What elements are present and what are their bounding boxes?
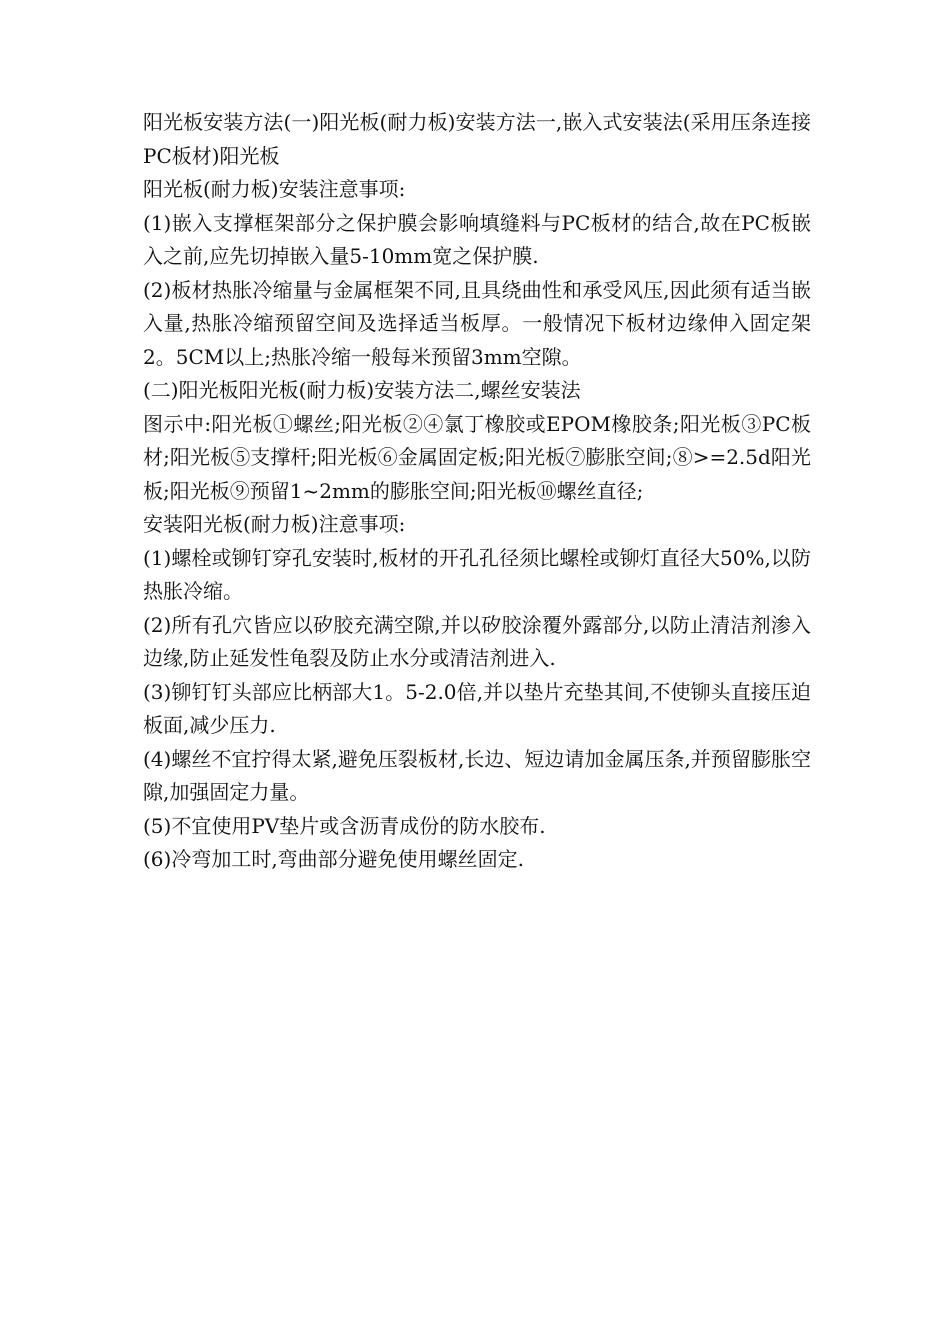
paragraph-screw-note-3: (3)铆钉钉头部应比柄部大1。5-2.0倍,并以垫片充垫其间,不使铆头直接压迫板面,减少压力.	[143, 679, 811, 737]
paragraph-method-2-heading: (二)阳光板阳光板(耐力板)安装方法二,螺丝安装法	[143, 378, 581, 402]
paragraph-note-2: (2)板材热胀冷缩量与金属框架不同,且具绕曲性和承受风压,因此须有适当嵌入量,热胀冷缩预留空间及选择适当板厚。一般情况下板材边缘伸入固定架2。5CM以上;热胀冷缩一般每米预留3mm空隙。	[143, 277, 811, 369]
paragraph-screw-note-1: (1)螺栓或铆钉穿孔安装时,板材的开孔孔径须比螺栓或铆灯直径大50%,以防热胀冷缩。	[143, 545, 811, 603]
paragraph-notice-heading-2: 安装阳光板(耐力板)注意事项:	[143, 512, 406, 536]
paragraph-screw-note-5: (5)不宜使用PV垫片或含沥青成份的防水胶布.	[143, 813, 546, 838]
paragraph-note-1: (1)嵌入支撑框架部分之保护膜会影响填缝料与PC板材的结合,故在PC板嵌入之前,应先切掉嵌入量5-10mm宽之保护膜.	[143, 210, 811, 268]
paragraph-screw-note-6: (6)冷弯加工时,弯曲部分避免使用螺丝固定.	[143, 847, 525, 871]
paragraph-title: 阳光板安装方法(一)阳光板(耐力板)安装方法一,嵌入式安装法(采用压条连接PC板材)阳光板	[143, 110, 811, 168]
paragraph-notice-heading-1: 阳光板(耐力板)安装注意事项:	[143, 177, 406, 201]
paragraph-screw-note-2: (2)所有孔穴皆应以矽胶充满空隙,并以矽胶涂覆外露部分,以防止清洁剂渗入边缘,防止延发性龟裂及防止水分或清洁剂进入.	[143, 612, 811, 670]
document-body	[143, 106, 811, 877]
paragraph-screw-note-4: (4)螺丝不宜拧得太紧,避免压裂板材,长边、短边请加金属压条,并预留膨胀空隙,加强固定力量。	[143, 746, 811, 804]
paragraph-diagram-legend: 图示中:阳光板①螺丝;阳光板②④氯丁橡胶或EPOM橡胶条;阳光板③PC板材;阳光板⑤支撑杆;阳光板⑥金属固定板;阳光板⑦膨胀空间;⑧>=2.5d阳光板;阳光板⑨预留1~2mm的膨胀空间;阳光板⑩螺丝直径;	[143, 411, 811, 503]
